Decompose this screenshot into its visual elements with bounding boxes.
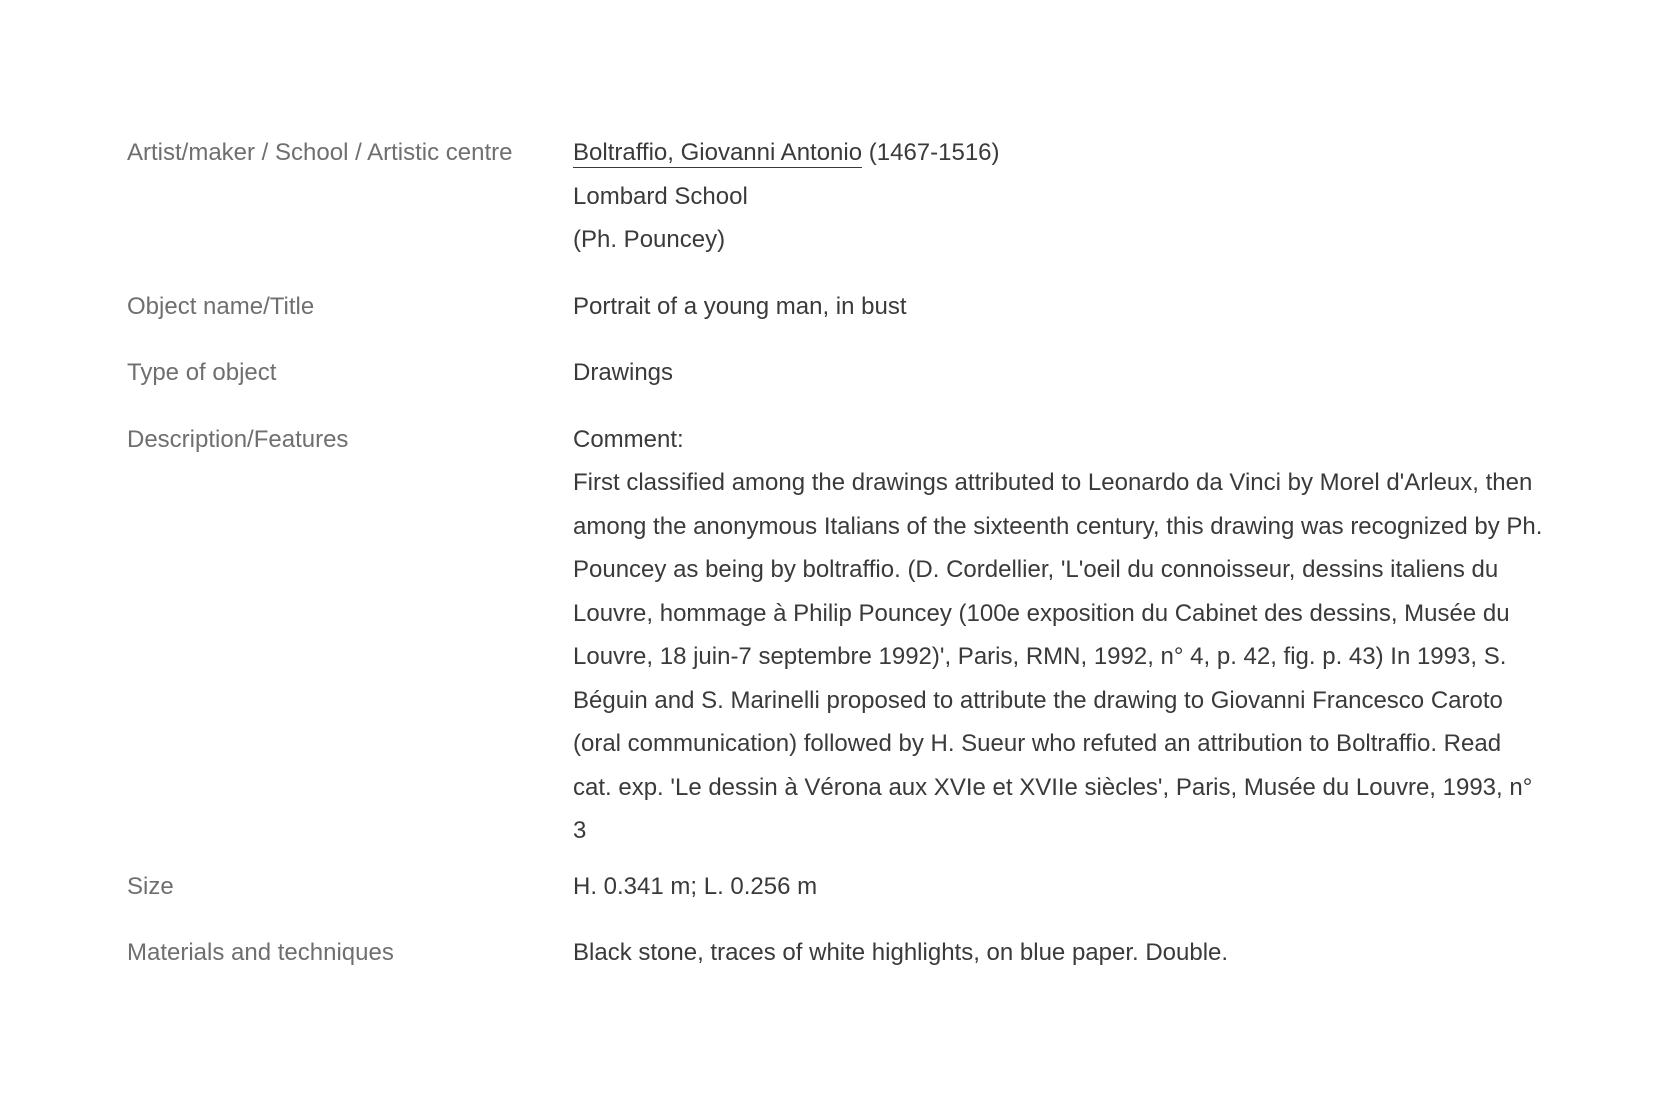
field-label-description: Description/Features [127,425,349,453]
field-title [127,285,1547,329]
field-label-type: Type of object [127,359,277,386]
field-type [127,351,1547,395]
field-materials [127,931,1547,975]
field-label-artist: Artist/maker / School / Artistic centre [127,139,513,166]
field-size [127,865,1547,909]
field-label-size: Size [127,872,174,900]
field-value-title: Portrait of a young man, in bust [573,292,907,320]
field-value-type: Drawings [573,359,674,386]
description-heading: Comment: [573,425,684,453]
field-description [127,418,1547,853]
field-value-artist [573,131,1547,262]
field-label-title: Object name/Title [127,292,315,320]
artist-line [573,131,1547,175]
artist-name-link[interactable]: Boltraffio, Giovanni Antonio [573,139,863,166]
description-text: First classified among the drawings attributed to Leonardo da Vinci by Morel d'Arleux, then among the anonymous Italians of the sixteenth century, this drawing was recognized by Ph. Pouncey as being by boltraffio. (D. Cordellier, 'L'oeil du connoisseur, dessins italiens du Louvre, hommage à Philip Pouncey (100e exposition du Cabinet des dessins, Musée du Louvre, 18 juin-7 septembre 1992)', Paris, RMN, 1992, n° 4, p. 42, fig. p. 43) In 1993, S. Béguin and S. Marinelli proposed to attribute the drawing to Giovanni Francesco Caroto (oral communication) followed by H. Sueur who refuted an attribution to Boltraffio. Read cat. exp. 'Le dessin à Vérona aux XVIe et XVIIe siècles', Paris, Musée du Louvre, 1993, n° 3 [573,469,1543,844]
artist-dates: (1467-1516) [868,139,1000,166]
field-value-size: H. 0.341 m; L. 0.256 m [573,872,818,900]
artist-school: Lombard School [573,182,748,210]
field-value-description [573,418,1547,853]
field-value-materials: Black stone, traces of white highlights, on blue paper. Double. [573,939,1229,966]
field-artist [127,131,1547,262]
artwork-record [127,131,1547,975]
field-label-materials: Materials and techniques [127,939,394,966]
artist-attribution: (Ph. Pouncey) [573,226,726,253]
